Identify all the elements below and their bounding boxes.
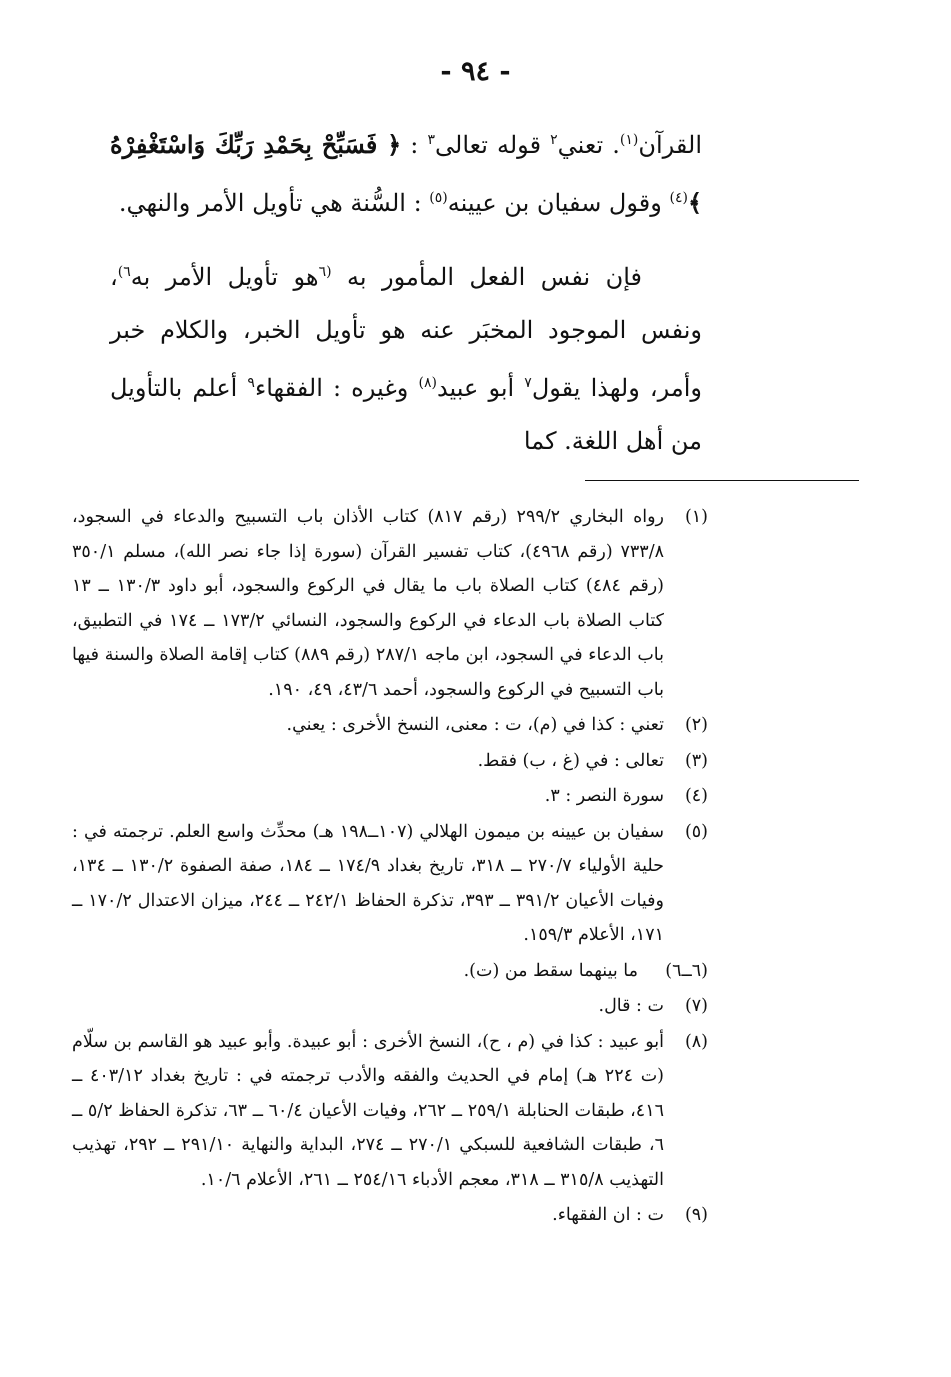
footnote-number: (٤): [684, 786, 708, 806]
footnote-text: سورة النصر : ٣.: [544, 786, 664, 806]
footnote: [72, 815, 708, 953]
footnote-ref: ٦): [117, 264, 131, 280]
quran-verse: ﴿ فَسَبِّحْ بِحَمْدِ رَبِّكَ وَاسْتَغْفِرْهُ ﴾: [110, 130, 702, 217]
footnote-number: (٢): [684, 715, 708, 735]
footnote: [72, 989, 708, 1024]
footnote: [72, 708, 708, 743]
footnote: [72, 500, 708, 707]
text-run: : السُّنة هي تأويل الأمر والنهي.: [118, 189, 430, 217]
footnote-number: (٧): [684, 996, 708, 1016]
footnote-ref: ٢: [550, 132, 558, 148]
text-run: وقول سفيان بن عيينه: [447, 189, 670, 217]
footnote-ref: ٧: [524, 375, 532, 391]
text-run: هو تأويل الأمر به: [130, 263, 319, 291]
footnote-text: أبو عبيد : كذا في (م ، ح)، النسخ الأخرى : أبو عبيدة. وأبو عبيد هو القاسم بن سلّام (ت ٢٢٤ هـ) إمام في الحديث والفقه والأدب ترجمته في : تاريخ بغداد ٤٠٣/١٢ ــ ٤١٦، طبقات الحنابلة ٢٥٩/١ ــ ٢٦٢، وفيات الأعيان ٦٠/٤ ــ ٦٣، تذكرة الحفاظ ٥/٢ ــ ٦، طبقات الشافعية للسبكي ٢٧٠/١ ــ ٢٧٤، البداية والنهاية ٢٩١/١٠ ــ ٢٩٢، تهذيب التهذيب ٣١٥/٨ ــ ٣١٨، معجم الأدباء ٢٥٤/١٦ ــ ٢٦١، الأعلام ١٠/٦.: [72, 1031, 665, 1190]
text-run: أبو عبيد: [436, 374, 525, 402]
footnote-number: (٩): [684, 1205, 708, 1225]
main-text: [110, 114, 702, 468]
text-run: ، ونفس الموجود المخبَر عنه هو تأويل الخبر، والكلام خبر وأمر، ولهذا يقول: [110, 263, 703, 402]
footnote-ref: (٤): [669, 190, 688, 206]
text-run: القرآن: [638, 131, 702, 159]
text-run: . تعني: [557, 131, 620, 159]
footnote-number: (٥): [684, 821, 708, 842]
footnote: [72, 1025, 708, 1198]
footnote-number: (١): [684, 507, 708, 527]
footnotes: [72, 500, 708, 1234]
footnote: [72, 1198, 708, 1233]
footnote: [72, 744, 708, 779]
paragraph-1: [110, 114, 702, 230]
footnote-ref: ٩: [247, 375, 255, 391]
footnote: [72, 954, 708, 989]
footnote-text: ما بينهما سقط من (ت).: [463, 960, 638, 981]
footnote-text: سفيان بن عيينه بن ميمون الهلالي (١٠٧ــ١٩٨ هـ) محدِّث واسع العلم. ترجمته في : حلية الأولياء ٢٧٠/٧ ــ ٣١٨، تاريخ بغداد ١٧٤/٩ ــ ١٨٤، صفة الصفوة ١٣٠/٢ ــ ١٣٤، وفيات الأعيان ٣٩١/٢ ــ ٣٩٣، تذكرة الحفاظ ٢٤٢/١ ــ ٢٤٤، ميزان الاعتدال ١٧٠/٢ ــ ١٧١، الأعلام ١٥٩/٣.: [72, 821, 664, 945]
footnote-number: (٨): [684, 1031, 708, 1052]
footnote-ref: (١): [619, 132, 639, 148]
footnote-text: رواه البخاري ٢٩٩/٢ (رقم ٨١٧) كتاب الأذان باب التسبيح والدعاء في السجود، ٧٣٣/٨ (رقم ٤٩٦٨)، كتاب تفسير القرآن (سورة إذا جاء نصر الله)، مسلم ٣٥٠/١ (رقم ٤٨٤) كتاب الصلاة باب ما يقال في الركوع والسجود، أبو داود ١٣٠/٣ ــ ١٣ كتاب الصلاة باب الدعاء في الركوع والسجود، النسائي ١٧٣/٢ ــ ١٧٤ في التطبيق، باب الدعاء في السجود، ابن ماجه ٢٨٧/١ (رقم ٨٨٩) كتاب إقامة الصلاة والسنة فيها باب التسبيح في الركوع والسجود، أحمد ٤٣/٦، ٤٩، ١٩٠.: [72, 507, 665, 700]
text-run: :: [401, 131, 428, 159]
paragraph-2: [110, 246, 702, 468]
footnote-text: تعني : كذا في (م)، ت : معنى، النسخ الأخرى : يعني.: [286, 715, 664, 735]
footnote-text: ت : قال.: [598, 996, 664, 1016]
footnote-number: (٦ــ٦): [665, 960, 708, 981]
footnote-ref: (٨): [418, 375, 437, 391]
footnote-ref: (٦: [318, 264, 332, 280]
text-run: قوله تعالى: [435, 131, 551, 159]
footnote-number: (٣): [684, 750, 708, 771]
footnote-ref: (٥): [429, 190, 448, 206]
text-run: فإن نفس الفعل المأمور به: [331, 263, 643, 291]
page-number: - ٩٤ -: [440, 56, 511, 87]
text-run: وغيره : الفقهاء: [254, 374, 419, 402]
text-run: أعلم بالتأويل من أهل اللغة. كما: [110, 374, 702, 455]
footnote: [72, 779, 708, 814]
footnote-text: ت : ان الفقهاء.: [552, 1205, 664, 1225]
footnote-text: تعالى : في (غ ، ب) فقط.: [477, 750, 664, 771]
footnote-divider: [585, 480, 859, 481]
footnote-ref: ٣: [427, 132, 436, 148]
